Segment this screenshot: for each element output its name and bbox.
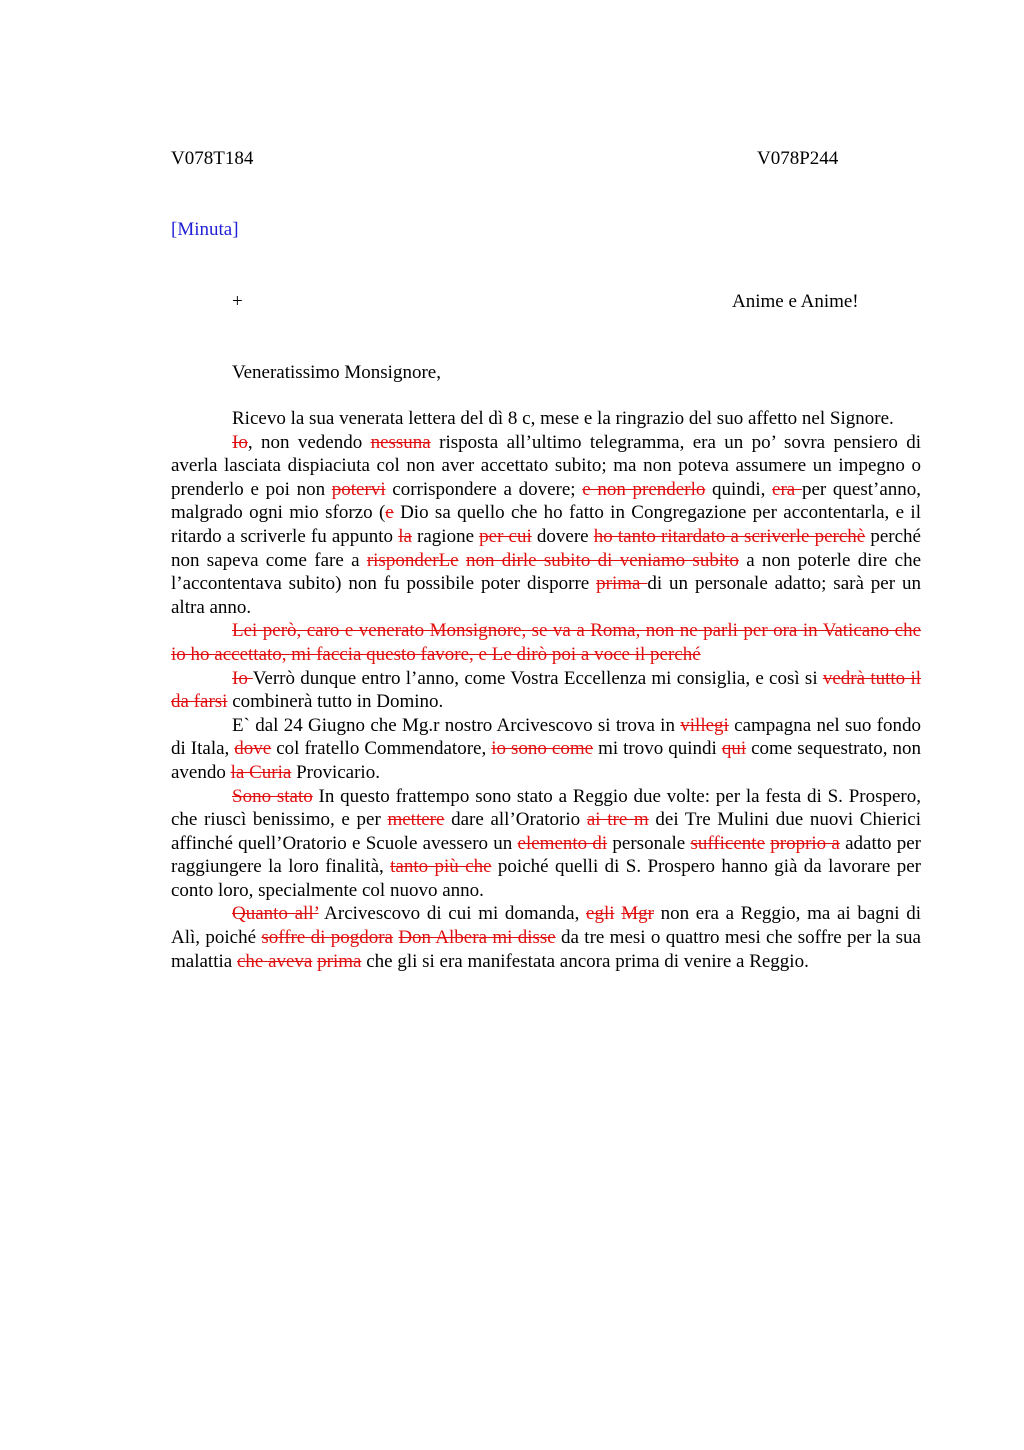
- deleted-text: ho tanto ritardato a scriverle perchè: [593, 525, 866, 547]
- document-code-right: V078P244: [757, 148, 839, 169]
- deleted-text: ai tre m: [586, 809, 649, 831]
- paragraph-text: non era a Reggio, ma ai bagni di Alì, poiché: [171, 903, 922, 949]
- deleted-text: Io: [232, 667, 253, 689]
- deleted-text: proprio a: [770, 832, 840, 854]
- paragraph-text: da tre mesi o quattro mesi che soffre per la sua malattia: [171, 927, 921, 972]
- letter-paragraph: [171, 619, 921, 666]
- paragraph-text: combinerà tutto in Domino.: [227, 691, 444, 713]
- document-code-left: V078T184: [171, 148, 254, 169]
- paragraph-text: come sequestrato, non avendo: [171, 738, 921, 783]
- deleted-text: e non prenderlo: [582, 478, 706, 500]
- deleted-text: risponderLe: [366, 549, 459, 571]
- deleted-text: prima: [317, 950, 362, 972]
- paragraph-text: poiché quelli di S. Prospero hanno già da lavorare per conto loro, specialmente col nuovo anno.: [171, 856, 921, 901]
- paragraph-text: corrispondere a dovere;: [385, 478, 583, 500]
- paragraph-text: adatto per raggiungere la loro finalità,: [171, 832, 922, 878]
- deleted-text: egli: [586, 903, 615, 925]
- deleted-text: e: [385, 502, 394, 524]
- deleted-text: che aveva: [236, 950, 313, 972]
- paragraph-text: mi trovo quindi: [593, 738, 722, 760]
- deleted-text: prima: [596, 573, 648, 595]
- deleted-text: vedrà tutto il da farsi: [171, 667, 922, 713]
- deleted-text: non dirle subito di veniamo subito: [465, 549, 739, 571]
- paragraph-text: a non poterle dire che l’accontentava subito) non fu possibile poter disporre: [171, 549, 921, 595]
- letter-paragraph: [171, 785, 921, 903]
- paragraph-text: Verrò dunque entro l’anno, come Vostra Eccellenza mi consiglia, e così si: [252, 667, 823, 689]
- deleted-text: potervi: [331, 478, 386, 500]
- paragraph-text: ragione: [411, 525, 480, 547]
- deleted-text: la: [398, 525, 412, 547]
- deleted-text: sufficente: [690, 832, 766, 854]
- deleted-text: era: [772, 478, 802, 500]
- paragraph-text: perché non sapeva come fare a: [171, 525, 921, 571]
- deleted-text: villegi: [680, 714, 729, 736]
- paragraph-text: E` dal 24 Giugno che Mg.r nostro Arcivescovo si trova in: [232, 714, 681, 736]
- paragraph-text: col fratello Commendatore,: [271, 738, 492, 760]
- letter-paragraph: [171, 407, 921, 431]
- deleted-text: Sono stato: [232, 785, 313, 807]
- paragraph-text: [459, 550, 466, 571]
- paragraph-text: dei Tre Mulini due nuovi Chierici affinché quell’Oratorio e Scuole avessero un: [171, 809, 921, 854]
- deleted-text: Mgr: [621, 903, 654, 925]
- deleted-text: Quanto all’: [232, 903, 319, 925]
- deleted-text: tanto più che: [390, 856, 492, 878]
- paragraph-text: personale: [607, 832, 691, 854]
- letter-paragraph: [171, 431, 921, 620]
- deleted-text: dove: [234, 738, 272, 760]
- paragraph-text: Dio sa quello che ho fatto in Congregazione per accontentarla, e il ritardo a scriverle fu appunto: [171, 502, 921, 547]
- letter-body: [171, 407, 921, 973]
- paragraph-text: In questo frattempo sono stato a Reggio due volte: per la festa di S. Prospero, che riuscì benissimo, e per: [171, 785, 921, 831]
- paragraph-text: dare all’Oratorio: [444, 809, 587, 831]
- paragraph-text: campagna nel suo fondo di Itala,: [171, 714, 921, 760]
- deleted-text: per cui: [479, 525, 532, 547]
- deleted-text: elemento di: [517, 832, 608, 854]
- paragraph-text: Provicario.: [291, 761, 380, 783]
- minuta-label: [Minuta]: [171, 219, 239, 240]
- paragraph-text: Arcivescovo di cui mi domanda,: [318, 903, 587, 925]
- deleted-text: Lei però, caro e venerato Monsignore, se va a Roma, non ne parli per ora in Vaticano che io ho accettato, mi faccia questo favore, e Le dirò poi a voce il perché: [171, 620, 921, 665]
- deleted-text: nessuna: [370, 431, 431, 453]
- deleted-text: qui: [721, 738, 747, 760]
- paragraph-text: Ricevo la sua venerata lettera del dì 8 c, mese e la ringrazio del suo affetto nel Signore.: [232, 408, 894, 429]
- deleted-text: la Curia: [230, 761, 292, 783]
- paragraph-text: per quest’anno, malgrado ogni mio sforzo (: [171, 478, 922, 524]
- paragraph-text: dovere: [531, 525, 594, 547]
- deleted-text: mettere: [387, 809, 445, 831]
- deleted-text: soffre di pogdora: [261, 927, 393, 949]
- paragraph-text: di un personale adatto; sarà per un altra anno.: [171, 573, 921, 618]
- paragraph-text: quindi,: [705, 478, 773, 500]
- motto: Anime e Anime!: [732, 291, 859, 312]
- paragraph-text: risposta all’ultimo telegramma, era un po’ sovra pensiero di averla lasciata dispiaciuta col non aver accettato subito; ma non poteva assumere un impegno o prenderlo e poi non: [171, 431, 921, 500]
- letter-paragraph: [171, 667, 921, 714]
- deleted-text: Don Albera mi disse: [398, 927, 556, 949]
- letter-paragraph: [171, 902, 921, 973]
- deleted-text: Io: [232, 431, 248, 453]
- paragraph-text: , non vedendo: [247, 431, 371, 453]
- greeting: Veneratissimo Monsignore,: [232, 362, 441, 383]
- paragraph-text: che gli si era manifestata ancora prima di venire a Reggio.: [361, 950, 809, 972]
- deleted-text: io sono come: [491, 738, 594, 760]
- letter-paragraph: [171, 714, 921, 785]
- cross-mark: +: [232, 291, 243, 312]
